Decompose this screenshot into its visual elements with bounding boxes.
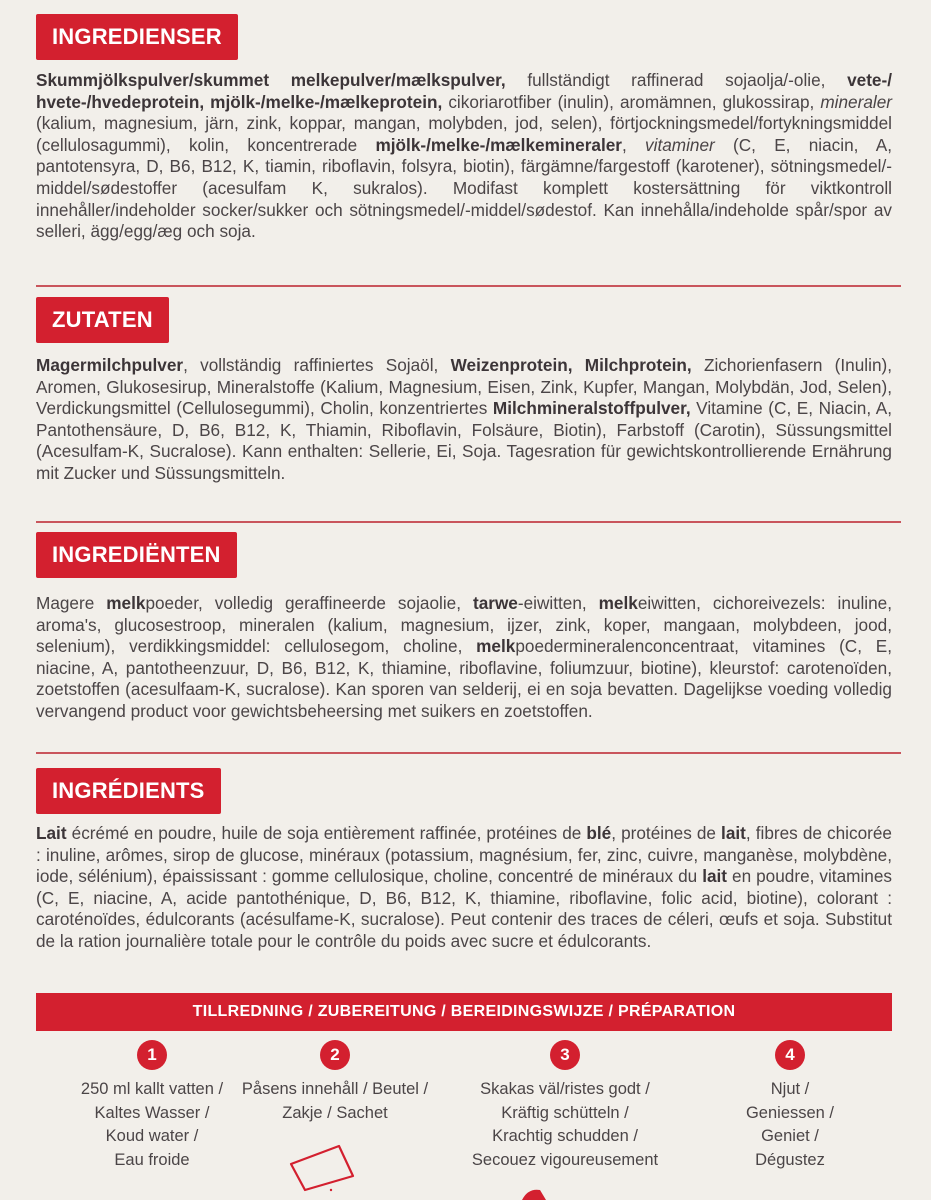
- text-segment: Magermilchpulver: [36, 355, 184, 375]
- step-number: 2: [320, 1040, 350, 1070]
- section-heading-fr: INGRÉDIENTS: [36, 768, 221, 814]
- shaker-icon: [520, 1186, 548, 1200]
- step-text: [685, 1078, 895, 1172]
- step-number: 1: [137, 1040, 167, 1070]
- preparation-step-3: [460, 1040, 670, 1172]
- text-segment: mjölk-/melke-/mælkemineraler: [375, 134, 622, 155]
- step-number: 3: [550, 1040, 580, 1070]
- step-line: Dégustez: [755, 1150, 825, 1169]
- section-heading-nl: INGREDIËNTEN: [36, 532, 237, 578]
- preparation-step-1: [47, 1040, 257, 1172]
- text-segment: Lait: [36, 823, 67, 843]
- section-heading-sv: INGREDIENSER: [36, 14, 238, 60]
- step-number: 4: [775, 1040, 805, 1070]
- step-line: Njut /: [770, 1080, 810, 1098]
- text-segment: melk: [598, 593, 638, 613]
- preparation-title: TILLREDNING / ZUBEREITUNG / BEREIDINGSWIJZE / PRÉPARATION: [36, 993, 892, 1031]
- text-segment: tarwe: [472, 593, 518, 613]
- text-segment: Vitamine (C, E, Niacin, A, Pantothensäure, D, B6, B12, K, Thiamin, Riboflavin, Folsäure, Biotin), Farbstoff (Carotin), Süssungsmittel (Acesulfam-K, Sucralose). Kann enthalten: Sellerie, Ei, Soja. Tagesration für gewichtskontrollierende Ernährung mit Zucker und Süssungsmitteln.: [36, 398, 892, 483]
- text-segment: en poudre, vitamines (C, E, niacine, A, acide pantothénique, D, B6, B12, K, thiamine, riboflavine, folic acid, biotine), colorant : caroténoïdes, édulcorants (acésulfame-K, sucralose). Peut contenir des traces de céleri, œufs et soja. Substitut de la ration journalière totale pour le contrôle du poids avec sucre et édulcorants.: [36, 866, 892, 951]
- text-segment: lait: [702, 866, 728, 887]
- text-segment: (C, E, niacin, A, pantotensyra, D, B6, B12, K, tiamin, riboflavin, folsyra, biotin), färgämne/fargestoff (karotener), sötningsmedel/-middel/sødestoffer (acesulfam K, sukralos). Modifast komplett kostersättning för viktkontroll innehåller/indeholder socker/sukker och sötningsmedel/-middel/sødestof. Kan innehålla/indeholde spår/spor av selleri, ägg/egg/æg och soja.: [36, 134, 892, 242]
- step-line: Kräftig schütteln /: [501, 1103, 629, 1122]
- text-segment: Magere: [36, 593, 107, 613]
- sachet-icon: [287, 1142, 357, 1192]
- text-segment: -eiwitten,: [517, 593, 599, 613]
- ingredients-text-sv: [36, 70, 892, 243]
- ingredients-text-de: [36, 355, 892, 485]
- step-line: Krachtig schudden /: [492, 1127, 638, 1145]
- text-segment: Weizenprotein, Milchprotein,: [450, 355, 692, 375]
- divider: [36, 521, 901, 523]
- text-segment: , vollständig raffiniertes Sojaöl,: [183, 355, 451, 375]
- preparation-step-4: [685, 1040, 895, 1172]
- step-text: [47, 1078, 257, 1172]
- step-line: Secouez vigoureusement: [471, 1150, 659, 1169]
- text-segment: eiwitten, cichoreivezels: inuline, aroma's, glucosestroop, mineralen (kalium, magnesium, ijzer, zink, koper, mangaan, molybdeen, jood, selenium), verdikkingsmiddel: cellulosegom, choline,: [36, 593, 892, 657]
- text-segment: (kalium, magnesium, järn, zink, koppar, mangan, molybden, jod, selen), förtjockningsmedel/fortykningsmiddel (cellulosagummi), kolin, koncentrerade: [36, 113, 892, 155]
- text-segment: fullständigt raffinerad sojaolja/-olie,: [505, 70, 848, 90]
- text-segment: melk: [106, 593, 146, 613]
- text-segment: ,: [621, 134, 646, 155]
- step-line: Zakje / Sachet: [282, 1103, 388, 1122]
- text-segment: blé: [586, 823, 612, 843]
- text-segment: cikoriarotfiber (inulin), aromämnen, glukossirap,: [442, 91, 821, 112]
- step-line: Koud water /: [105, 1127, 199, 1145]
- text-segment: vitaminer: [645, 134, 715, 155]
- text-segment: , protéines de: [611, 823, 722, 843]
- section-heading-de: ZUTATEN: [36, 297, 169, 343]
- ingredients-text-fr: [36, 823, 892, 953]
- text-segment: vete-/ hvete-/hvedeprotein, mjölk-/melke-/mælkeprotein,: [36, 70, 892, 112]
- divider: [36, 285, 901, 287]
- text-segment: Skummjölkspulver/skummet melkepulver/mælkspulver,: [36, 70, 506, 90]
- step-text: [460, 1078, 670, 1172]
- text-segment: Zichorienfasern (Inulin), Aromen, Glukosesirup, Mineralstoffe (Kalium, Magnesium, Eisen, Zink, Kupfer, Mangan, Molybdän, Jod, Selen), Verdickungsmittel (Cellulosegummi), Cholin, konzentriertes: [36, 355, 892, 419]
- step-line: Geniessen /: [745, 1103, 835, 1122]
- step-line: Skakas väl/ristes godt /: [480, 1080, 650, 1098]
- text-segment: , fibres de chicorée : inuline, arômes, sirop de glucose, minéraux (potassium, magnésium, fer, zinc, cuivre, manganèse, molybdène, iode, sélénium), épaississant : gomme cellulosique, choline, concentré de minéraux du: [36, 823, 892, 887]
- text-segment: mineraler: [820, 91, 892, 112]
- step-text: [230, 1078, 440, 1125]
- text-segment: poedermineralenconcentraat, vitamines (C, E, niacine, A, pantotheenzuur, D, B6, B12, K, thiamine, riboflavine, foliumzuur, biotine), kleurstof: carotenoïden, zoetstoffen (acesulfaam-K, sucralose). Kan sporen van selderij, ei en soja bevatten. Dagelijkse voeding volledig vervangend product voor gewichtsbeheersing met suikers en zoetstoffen.: [36, 636, 893, 721]
- text-segment: melk: [476, 636, 516, 657]
- step-line: Kaltes Wasser /: [94, 1103, 210, 1122]
- text-segment: poeder, volledig geraffineerde sojaolie,: [145, 593, 473, 613]
- step-line: Eau froide: [114, 1150, 190, 1169]
- step-line: 250 ml kallt vatten /: [80, 1080, 224, 1098]
- preparation-step-2: [230, 1040, 440, 1125]
- divider: [36, 752, 901, 754]
- text-segment: écrémé en poudre, huile de soja entièrement raffinée, protéines de: [66, 823, 587, 843]
- step-line: Påsens innehåll / Beutel /: [241, 1080, 429, 1098]
- text-segment: Milchmineralstoffpulver,: [492, 398, 691, 419]
- step-line: Geniet /: [761, 1127, 819, 1145]
- ingredients-text-nl: [36, 593, 892, 723]
- text-segment: lait: [721, 823, 746, 843]
